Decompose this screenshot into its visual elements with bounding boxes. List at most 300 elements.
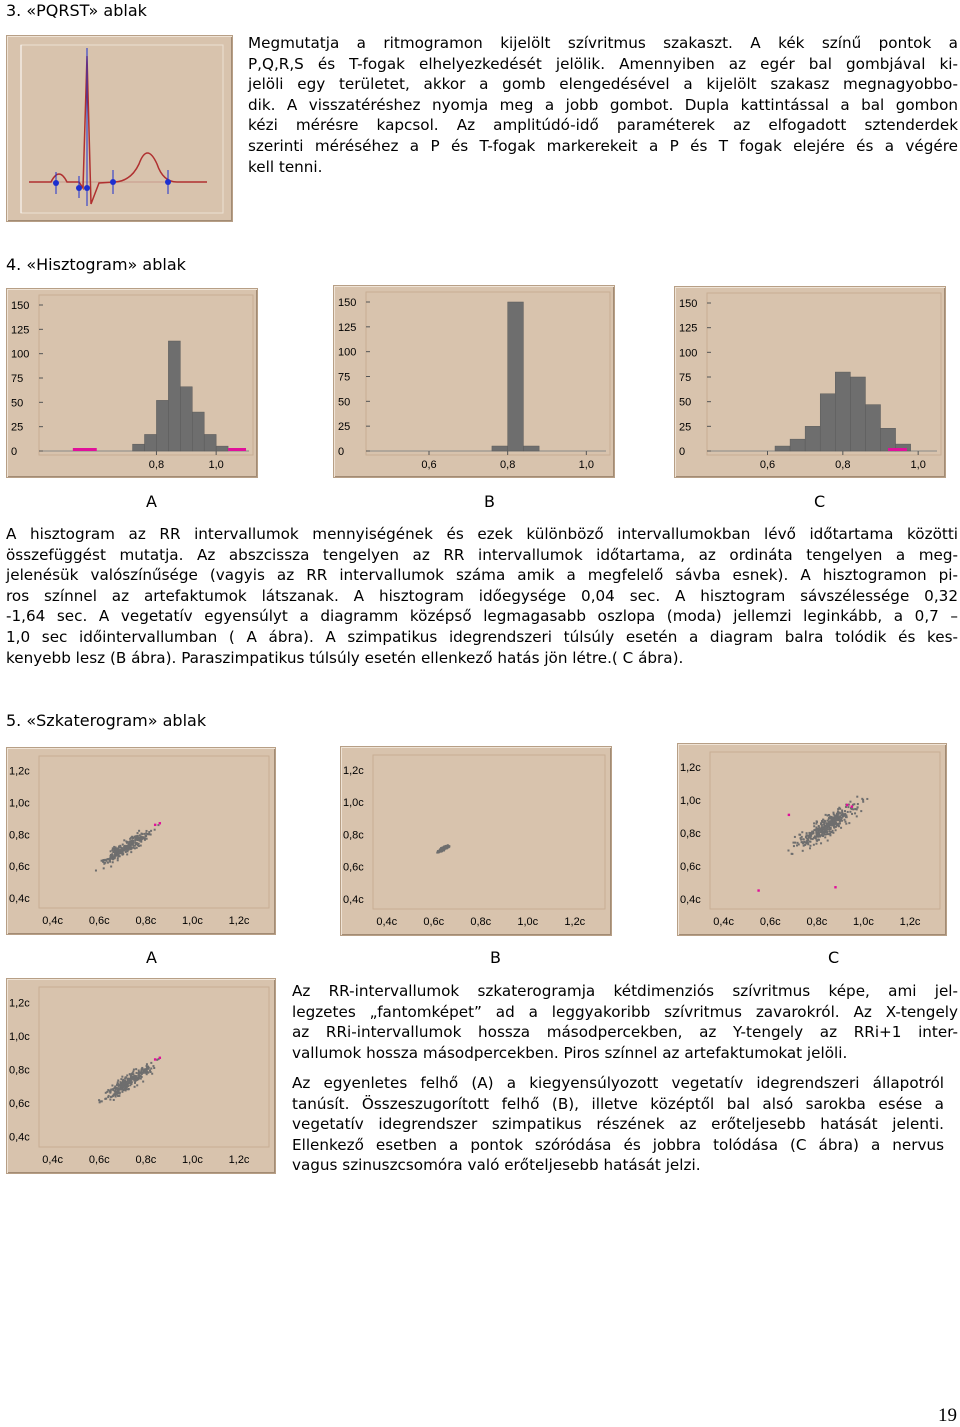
scatter-point — [103, 863, 105, 865]
y-tick-label: 0,4c — [9, 893, 30, 906]
y-tick-label: 0 — [679, 446, 686, 458]
scatter-point — [447, 844, 449, 846]
scatter-point — [835, 823, 837, 825]
scatter-point — [117, 848, 119, 850]
scatter-point — [815, 837, 817, 839]
y-tick-label: 25 — [679, 421, 692, 434]
scatter-point — [812, 832, 814, 834]
scatter-point — [135, 1072, 137, 1074]
artefact-point — [788, 814, 790, 816]
scatter-point — [840, 827, 842, 829]
scatter-point — [443, 846, 445, 848]
x-tick-label: 1,0 — [910, 459, 926, 471]
histogram-bar — [508, 302, 524, 451]
scatter-point — [825, 833, 827, 835]
x-tick-label: 1,0 — [208, 459, 224, 471]
scatter-point — [828, 833, 830, 835]
scatter-point — [136, 847, 138, 849]
scatter-point — [824, 822, 826, 824]
section-3-line: Megmutatja a ritmogramon kijelölt szívritmus szakaszt. A kék színű pontok a — [248, 34, 958, 52]
scatter-point — [813, 844, 815, 846]
scattergram-caption-a: A — [146, 948, 157, 967]
scatter-point — [129, 838, 131, 840]
x-tick-label: 0,8c — [135, 1154, 157, 1166]
scatter-point — [117, 854, 119, 856]
scatter-point — [112, 1088, 114, 1090]
scatter-point — [815, 843, 817, 845]
x-tick-label: 1,0 — [578, 459, 594, 471]
scatter-point — [862, 801, 864, 803]
scatter-point — [153, 1067, 155, 1069]
x-tick-label: 1,2c — [899, 916, 921, 928]
y-tick-label: 150 — [11, 300, 30, 312]
scatter-point — [140, 1070, 142, 1072]
histogram-bar — [865, 405, 880, 451]
scatter-point — [799, 834, 801, 836]
scattergram-a2-chart — [7, 979, 275, 1173]
scatter-point — [134, 1082, 136, 1084]
scatter-point — [821, 835, 823, 837]
scatter-point — [132, 844, 134, 846]
section-3-line: P,Q,R,S és T-fogak elhelyezkedését jelölik. Amennyiben az egér bal gombjával ki- — [248, 54, 958, 73]
histogram-bar — [192, 412, 204, 451]
section-3-heading: 3. «PQRST» ablak — [6, 1, 147, 20]
scatter-point — [830, 827, 832, 829]
scatter-point — [132, 842, 134, 844]
scatter-point — [128, 845, 130, 847]
scatter-point — [117, 1091, 119, 1093]
scatter-point — [150, 1068, 152, 1070]
y-tick-label: 1,2c — [680, 762, 701, 775]
plot-area — [366, 292, 610, 455]
y-tick-label: 1,0c — [343, 797, 364, 810]
scatter-point — [148, 831, 150, 833]
scatter-point — [838, 825, 840, 827]
scatter-point — [861, 798, 863, 800]
histogram-bar — [216, 446, 228, 451]
section-4-line: 1,0 sec időintervallumban ( A ábra). A szimpatikus idegrendszeri túlsúly esetén a diagram balra tolódik és kes- — [6, 627, 958, 646]
scatter-point — [145, 835, 147, 837]
scatter-point — [110, 1096, 112, 1098]
scatter-point — [808, 837, 810, 839]
section-4-line: -1,64 sec. A vegetatív egyensúlyt a diagramm középső legmagasabb oszlopa (moda) jellemzi leginkább, a 0,7 – — [6, 607, 958, 626]
scatter-point — [813, 822, 815, 824]
y-tick-label: 100 — [338, 346, 357, 359]
scatter-point — [849, 801, 851, 803]
scatter-point — [136, 1084, 138, 1086]
scatter-point — [803, 845, 805, 847]
scatter-point — [796, 844, 798, 846]
scatter-point — [143, 1070, 145, 1072]
y-tick-label: 25 — [338, 421, 351, 434]
scatter-point — [817, 834, 819, 836]
scatter-point — [805, 834, 807, 836]
histogram-bar — [820, 394, 835, 451]
scatter-point — [816, 820, 818, 822]
artefact-point — [159, 822, 161, 824]
scatter-point — [138, 1069, 140, 1071]
scatter-point — [857, 803, 859, 805]
scatter-point — [127, 847, 129, 849]
scatter-point — [127, 1085, 129, 1087]
scatter-point — [124, 1077, 126, 1079]
scatter-point — [125, 1088, 127, 1090]
scatter-point — [119, 849, 121, 851]
scatter-point — [824, 826, 826, 828]
x-tick-label: 1,2c — [228, 915, 250, 927]
scatter-point — [815, 823, 817, 825]
x-tick-label: 1,0c — [182, 1154, 203, 1166]
scatter-point — [843, 819, 845, 821]
scatter-point — [824, 828, 826, 830]
section-5-line: Ellenkező esetben a pontok szóródása és jobbra tolódása (C ábra) a nervus — [292, 1135, 944, 1154]
scatter-point — [117, 1095, 119, 1097]
x-tick-label: 0,4c — [376, 916, 398, 928]
y-tick-label: 75 — [11, 373, 24, 385]
scatter-point — [841, 809, 843, 811]
histogram-caption-b: B — [484, 492, 495, 511]
scatter-point — [820, 842, 822, 844]
scattergram-a-chart — [7, 748, 275, 934]
scatter-point — [806, 832, 808, 834]
histogram-bar — [204, 434, 216, 451]
x-tick-label: 1,0c — [517, 916, 539, 928]
scatter-point — [114, 1085, 116, 1087]
scatter-point — [809, 845, 811, 847]
scatter-point — [847, 806, 849, 808]
scatter-point — [845, 806, 847, 808]
scatter-point — [800, 837, 802, 839]
y-tick-label: 0,8c — [9, 1064, 30, 1077]
section-5-line: Az RR-intervallumok szkaterogramja kétdimenziós szívritmus képe, ami jel- — [292, 982, 958, 1000]
histogram-a-chart — [7, 289, 257, 477]
scatter-point — [857, 806, 859, 808]
scatter-point — [121, 1091, 123, 1093]
scatter-point — [834, 814, 836, 816]
scatter-point — [850, 808, 852, 810]
scatter-point — [127, 1079, 129, 1081]
y-tick-label: 0 — [338, 446, 345, 458]
scattergram-b-chart — [341, 747, 611, 935]
scatter-point — [805, 843, 807, 845]
section-5-line: vagus szinuszcsomóra való erőteljesebb hatását jelzi. — [292, 1156, 701, 1175]
scatter-point — [837, 815, 839, 817]
scatter-point — [832, 832, 834, 834]
scattergram-panel-c — [677, 743, 947, 936]
scattergram-caption-b: B — [490, 948, 501, 967]
artefact-bar — [888, 448, 907, 451]
histogram-bar — [133, 444, 145, 451]
scatter-point — [815, 831, 817, 833]
scatter-point — [121, 1083, 123, 1085]
scatter-point — [829, 823, 831, 825]
scatter-point — [105, 859, 107, 861]
scatter-point — [817, 831, 819, 833]
pqrst-panel — [6, 35, 233, 222]
histogram-caption-c: C — [814, 492, 826, 511]
x-tick-label: 0,8c — [135, 915, 157, 927]
scatter-point — [124, 848, 126, 850]
artefact-point — [851, 805, 853, 807]
histogram-bar — [156, 400, 168, 451]
scatter-point — [839, 822, 841, 824]
scatter-point — [107, 1089, 109, 1091]
scatter-point — [121, 847, 123, 849]
scatter-point — [122, 1080, 124, 1082]
scatter-point — [791, 853, 793, 855]
y-tick-label: 1,0c — [9, 1030, 30, 1043]
scatter-point — [122, 1088, 124, 1090]
section-5-text-2 — [292, 1073, 944, 1176]
x-tick-label: 0,4c — [42, 1154, 64, 1166]
histogram-panel-a — [6, 288, 258, 478]
scatter-point — [787, 849, 789, 851]
scatter-point — [122, 1085, 124, 1087]
scatter-point — [822, 819, 824, 821]
plot-area — [39, 295, 253, 455]
scatter-point — [99, 1101, 101, 1103]
scatter-point — [807, 843, 809, 845]
scatter-point — [806, 837, 808, 839]
scatter-point — [802, 842, 804, 844]
y-tick-label: 0,4c — [680, 893, 701, 906]
y-tick-label: 0,6c — [343, 861, 364, 874]
scatter-point — [115, 1088, 117, 1090]
artefact-point — [757, 889, 759, 891]
scatter-point — [797, 842, 799, 844]
x-tick-label: 0,8c — [470, 916, 492, 928]
scatter-point — [101, 860, 103, 862]
y-tick-label: 0,4c — [9, 1131, 30, 1144]
scatter-point — [114, 1090, 116, 1092]
section-3-line: jelöli egy területet, akkor a gomb elengedésével a kijelölt szakasz megnagyobbo- — [248, 75, 958, 94]
scatter-point — [831, 831, 833, 833]
scatter-point — [119, 846, 121, 848]
section-3-line: kézi mérésre kapcsol. Az amplitúdó-idő paraméterek az elfogadott sztenderdek — [248, 116, 958, 135]
scatter-point — [816, 839, 818, 841]
y-tick-label: 0,8c — [343, 829, 364, 842]
histogram-bar — [168, 341, 180, 451]
scatter-point — [825, 831, 827, 833]
section-4-line: A hisztogram az RR intervallumok mennyiségének és ezek különböző intervallumokban lévő időtartama közötti — [6, 525, 958, 543]
scatter-point — [120, 1088, 122, 1090]
scatter-point — [839, 820, 841, 822]
section-4-line: jelenésük valószínűsége (vagyis az RR intervallumok száma amik a megfelelő sávba esnek). A hisztogramon pi- — [6, 566, 958, 585]
scatter-point — [125, 840, 127, 842]
scatter-point — [822, 827, 824, 829]
scatter-point — [117, 857, 119, 859]
y-tick-label: 150 — [679, 298, 698, 310]
x-tick-label: 0,6c — [759, 916, 781, 928]
section-3-line: szerinti méréséhez a P és T-fogak markerekeit a P és T fogak elejére és a végére — [248, 136, 958, 155]
scatter-point — [113, 1099, 115, 1101]
y-tick-label: 0,6c — [680, 860, 701, 873]
scatter-point — [138, 843, 140, 845]
section-5-text-1 — [292, 981, 958, 1063]
scatter-point — [793, 845, 795, 847]
scatter-point — [150, 830, 152, 832]
scatter-point — [127, 1082, 129, 1084]
y-tick-label: 0,6c — [9, 861, 30, 874]
scatter-point — [126, 853, 128, 855]
scatter-point — [835, 829, 837, 831]
artefact-point — [159, 1057, 161, 1059]
scatter-point — [148, 833, 150, 835]
section-3-line: dik. A visszatéréshez nyomja meg a jobb gombot. Dupla kattintással a bal gombon — [248, 95, 958, 114]
scatter-point — [109, 1099, 111, 1101]
scatter-point — [107, 858, 109, 860]
scatter-point — [809, 847, 811, 849]
x-tick-label: 1,2c — [564, 916, 586, 928]
scatter-point — [125, 1081, 127, 1083]
x-tick-label: 0,8c — [806, 916, 828, 928]
section-5-line: vallumok hossza másodpercekben. Piros színnel az artefaktumokat jelöli. — [292, 1043, 848, 1062]
scatter-point — [827, 840, 829, 842]
section-5-line: legzetes „fantomképet” ad a leggyakoribb szívritmus zavarokról. Az X-tengely — [292, 1002, 958, 1021]
x-tick-label: 0,6 — [759, 459, 776, 471]
scatter-point — [809, 841, 811, 843]
scatter-point — [109, 858, 111, 860]
scatter-point — [831, 818, 833, 820]
scatter-point — [828, 821, 830, 823]
x-tick-label: 0,6 — [421, 459, 437, 471]
scatter-point — [118, 852, 120, 854]
scatter-point — [801, 831, 803, 833]
scatter-point — [844, 810, 846, 812]
y-tick-label: 125 — [11, 324, 30, 337]
scatter-point — [132, 1071, 134, 1073]
scatter-point — [95, 870, 97, 872]
scatter-point — [825, 814, 827, 816]
scatter-point — [832, 812, 834, 814]
scatter-point — [120, 1078, 122, 1080]
scatter-point — [814, 835, 816, 837]
artefact-bar — [73, 448, 97, 451]
scatter-point — [105, 1092, 107, 1094]
scatter-point — [441, 849, 443, 851]
scatter-point — [121, 1076, 123, 1078]
section-4-line: kenyebb lesz (B ábra). Paraszimpatikus túlsúly esetén ellenkező hatás jön létre.( C ábra). — [6, 648, 684, 667]
scatter-point — [836, 819, 838, 821]
scatter-point — [114, 857, 116, 859]
x-tick-label: 0,8 — [148, 459, 165, 471]
scattergram-c-chart — [678, 744, 946, 935]
scatter-point — [110, 850, 112, 852]
y-tick-label: 125 — [679, 322, 698, 335]
scatter-point — [130, 1076, 132, 1078]
scatter-point — [142, 1081, 144, 1083]
y-tick-label: 50 — [679, 396, 692, 409]
scatter-point — [140, 1073, 142, 1075]
scatter-point — [822, 830, 824, 832]
scatter-point — [818, 828, 820, 830]
scatter-point — [98, 1099, 100, 1101]
scatter-point — [794, 836, 796, 838]
scatter-point — [142, 837, 144, 839]
scatter-point — [808, 832, 810, 834]
scatter-point — [147, 1072, 149, 1074]
artefact-point — [154, 824, 156, 826]
x-tick-label: 0,4c — [713, 916, 735, 928]
pqrst-ecg-chart — [7, 36, 232, 221]
scatter-point — [116, 1084, 118, 1086]
scatter-point — [150, 1062, 152, 1064]
scatter-point — [133, 847, 135, 849]
scatter-point — [138, 830, 140, 832]
section-5-heading: 5. «Szkaterogram» ablak — [6, 711, 207, 730]
artefact-point — [834, 886, 836, 888]
scatter-point — [135, 1068, 137, 1070]
x-tick-label: 0,8 — [835, 459, 851, 471]
scattergram-panel-a-repeat — [6, 978, 276, 1174]
scatter-point — [439, 850, 441, 852]
scatter-point — [856, 796, 858, 798]
scatter-point — [140, 841, 142, 843]
scatter-point — [139, 1075, 141, 1077]
scatter-point — [141, 1068, 143, 1070]
scatter-point — [135, 1077, 137, 1079]
scatter-point — [104, 1098, 106, 1100]
scatter-point — [848, 822, 850, 824]
scatter-point — [819, 831, 821, 833]
scatter-point — [114, 853, 116, 855]
y-tick-label: 50 — [338, 396, 351, 409]
scatter-point — [117, 1079, 119, 1081]
x-tick-label: 0,8 — [500, 459, 516, 471]
scatter-point — [145, 1071, 147, 1073]
histogram-c-chart — [675, 287, 945, 477]
scatter-point — [117, 1089, 119, 1091]
scatter-point — [829, 830, 831, 832]
scatter-point — [113, 1093, 115, 1095]
scatter-point — [847, 811, 849, 813]
scatter-point — [831, 824, 833, 826]
scatter-point — [125, 1089, 127, 1091]
y-tick-label: 1,0c — [680, 795, 701, 808]
scatter-point — [154, 829, 156, 831]
x-tick-label: 0,4c — [42, 915, 64, 927]
scatter-point — [130, 846, 132, 848]
section-5-line: vegetatív idegrendszer szimpatikus részének az erőteljesebb hatását jelenti. — [292, 1115, 944, 1134]
scatter-point — [112, 858, 114, 860]
histogram-bar — [835, 372, 850, 451]
histogram-bar — [180, 387, 192, 451]
scatter-point — [107, 1096, 109, 1098]
scatter-point — [107, 862, 109, 864]
scatter-point — [122, 844, 124, 846]
y-tick-label: 1,2c — [343, 764, 364, 777]
scatter-point — [117, 859, 119, 861]
y-tick-label: 0,4c — [343, 893, 364, 906]
section-3-line: kell tenni. — [248, 157, 323, 176]
scatter-point — [151, 1073, 153, 1075]
histogram-b-chart — [334, 286, 614, 477]
section-4-line: összefüggést mutatja. Az abszcissza tengelyen az RR intervallumok időtartama, az ordináta tengelyen a meg- — [6, 545, 958, 564]
scattergram-panel-a — [6, 747, 276, 935]
x-tick-label: 1,0c — [853, 916, 874, 928]
histogram-panel-c — [674, 286, 946, 478]
scatter-point — [135, 1075, 137, 1077]
y-tick-label: 75 — [679, 372, 692, 384]
scatter-point — [844, 813, 846, 815]
histogram-bar — [790, 439, 805, 451]
section-4-text — [6, 524, 958, 668]
scatter-point — [110, 1091, 112, 1093]
scatter-point — [856, 808, 858, 810]
plot-area — [373, 755, 605, 909]
scatter-point — [436, 852, 438, 854]
page-number: 19 — [938, 1405, 957, 1426]
